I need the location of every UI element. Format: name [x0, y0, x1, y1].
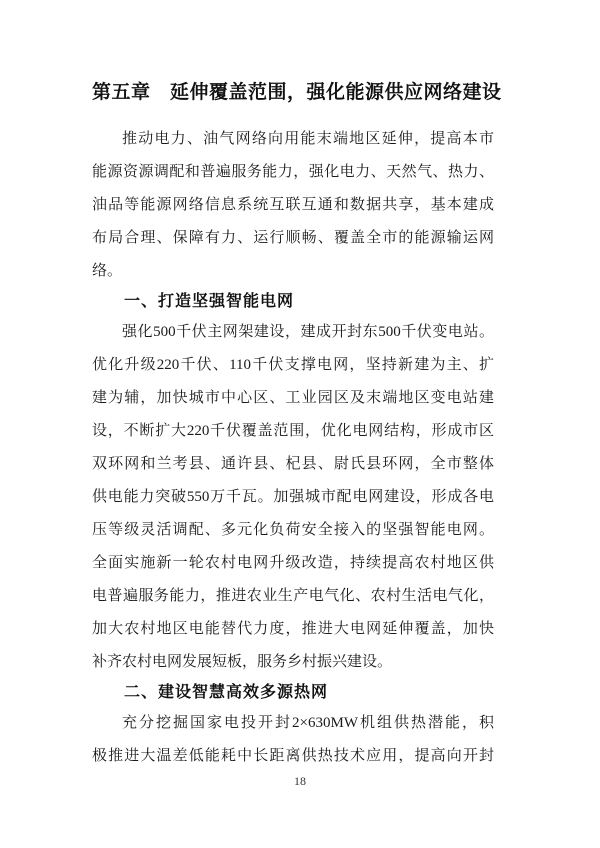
text-line: 布局合理、保障有力、运行顺畅、覆盖全市的能源输运网 — [92, 230, 494, 246]
text-line: 推动电力、油气网络向用能末端地区延伸，提高本市 — [122, 131, 494, 147]
document-content — [92, 0, 502, 773]
text-line: 补齐农村电网发展短板，服务乡村振兴建设。 — [92, 654, 393, 670]
chapter-title: 第五章 延伸覆盖范围，强化能源供应网络建设 — [92, 82, 502, 103]
text-line: 强化500千伏主网架建设，建成开封东500千伏变电站。 — [122, 324, 494, 340]
document-body — [92, 123, 494, 773]
text-line: 充分挖掘国家电投开封2×630MW机组供热潜能，积 — [122, 715, 494, 731]
section-heading: 一、打造坚强智能电网 — [124, 293, 295, 310]
text-line: 压等级灵活调配、多元化负荷安全接入的坚强智能电网。 — [92, 522, 494, 538]
text-line: 供电能力突破550万千瓦。加强城市配电网建设，形成各电 — [92, 489, 494, 505]
page-number: 18 — [294, 774, 306, 788]
text-line: 设，不断扩大220千伏覆盖范围，优化电网结构，形成市区 — [92, 423, 494, 439]
text-line: 极推进大温差低能耗中长距离供热技术应用，提高向开封 — [92, 748, 494, 764]
text-line: 优化升级220千伏、110千伏支撑电网，坚持新建为主、扩 — [92, 357, 494, 373]
text-line: 全面实施新一轮农村电网升级改造，持续提高农村地区供 — [92, 555, 494, 571]
text-line: 电普遍服务能力，推进农业生产电气化、农村生活电气化， — [92, 588, 494, 604]
text-line: 加大农村地区电能替代力度，推进大电网延伸覆盖，加快 — [92, 621, 494, 637]
section-heading: 二、建设智慧高效多源热网 — [124, 684, 329, 701]
text-line: 建为辅，加快城市中心区、工业园区及末端地区变电站建 — [92, 390, 494, 406]
paragraph — [92, 707, 494, 773]
paragraph — [92, 316, 494, 679]
paragraph — [92, 123, 494, 288]
text-line: 油品等能源网络信息系统互联互通和数据共享，基本建成 — [92, 197, 494, 213]
text-line: 络。 — [92, 263, 123, 279]
text-line: 双环网和兰考县、通许县、杞县、尉氏县环网，全市整体 — [92, 456, 494, 472]
text-line: 能源资源调配和普遍服务能力，强化电力、天然气、热力、 — [92, 164, 494, 180]
